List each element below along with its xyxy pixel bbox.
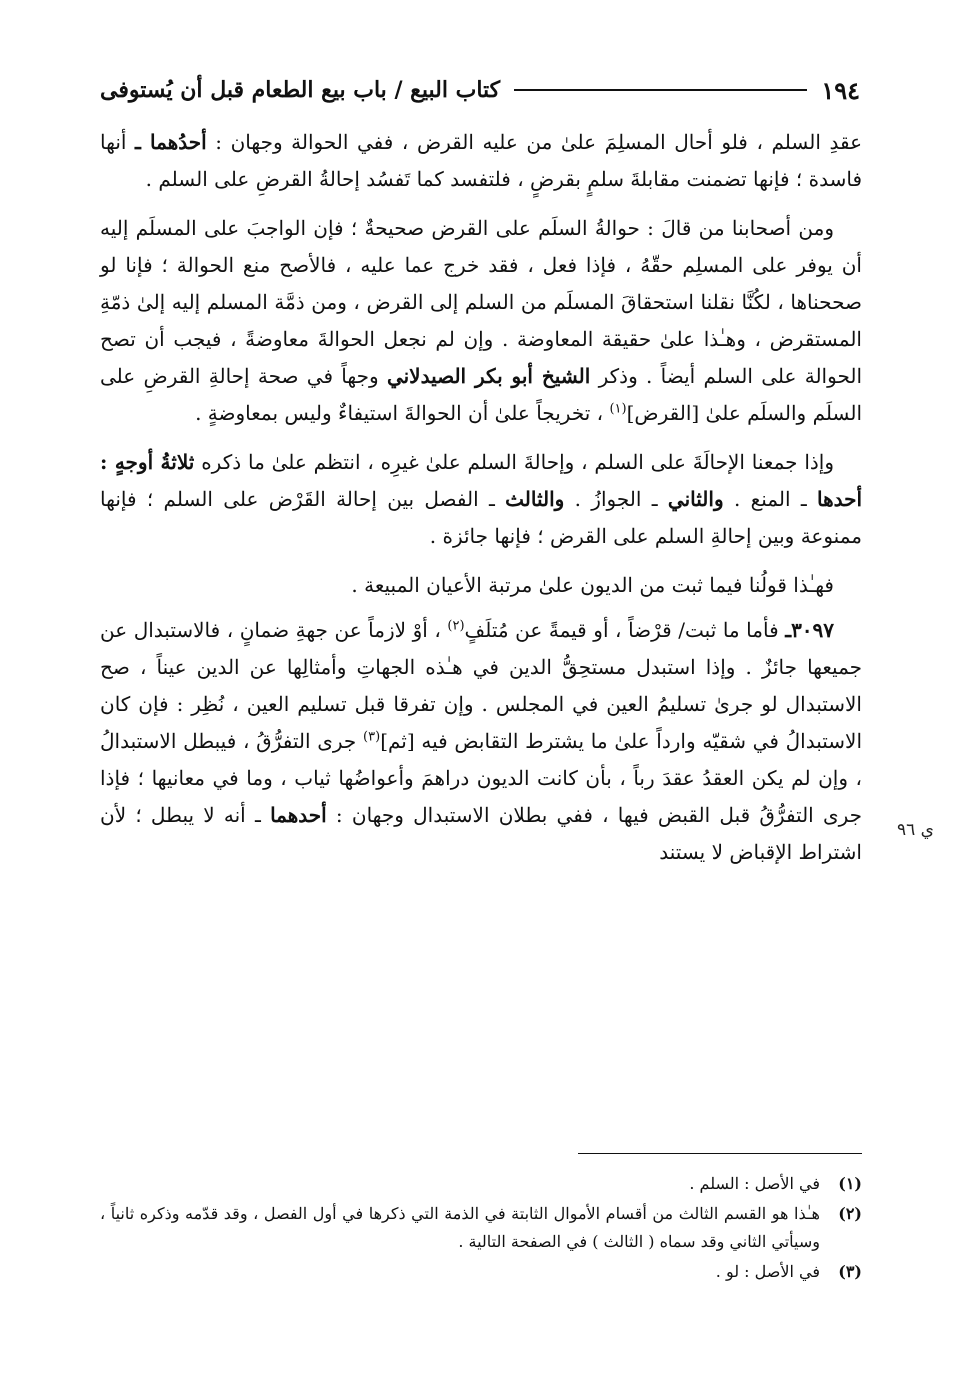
paragraph-5-text-d: ـ أنه لا يبطل ؛ لأن اشتراط الإقباض لا يستند	[100, 803, 862, 864]
paragraph-4	[100, 567, 862, 604]
footnote-text: في الأصل : السلم .	[689, 1174, 820, 1193]
paragraph-5-text-b: ، أوْ لازماً عن جهةِ ضمانٍ ، فالاستبدال عن جميعها جائزٌ . وإذا استبدل مستحِقُّ الدين في هـٰذه الجهاتِ وأمثالِها عن الدين عيناً ، صح الاستبدال لو جرىٰ تسليمُ العين في المجلس . وإن تفرقا قبل تسليم العين ، نُظِر : فإن كان الاستبدالُ في شقيّه وارداً علىٰ ما يشترط التقابض فيه [ثم]	[100, 618, 863, 753]
paragraph-2	[100, 210, 862, 432]
margin-manuscript-reference: ي ٩٦	[897, 820, 934, 840]
main-text	[100, 124, 862, 883]
paragraph-3-text-b: ـ المنع .	[733, 487, 807, 511]
header-rule	[514, 89, 807, 91]
paragraph-5	[100, 612, 862, 871]
footnote-number: (٣)	[838, 1262, 862, 1281]
footnote-number: (٢)	[838, 1204, 862, 1223]
footnote-item	[100, 1170, 862, 1198]
paragraph-5-text-c: جرى التفرُّقُ ، فيبطل الاستبدالُ ، وإن لم يكن العقدُ عقدَ رباً ، بأن كانت الديون دراهمَ وأعواضُها ثياب ، وما في معانيها ؛ فإذا جرى التفرُّقُ قبل القبض فيها ، ففي بطلان الاستبدال وجهان :	[100, 729, 863, 827]
section-number: ٣٠٩٧ـ	[785, 618, 835, 642]
paragraph-2-scholar-name: الشيخ أبو بكر الصيدلاني	[386, 364, 591, 388]
page-header	[100, 70, 860, 110]
paragraph-2-text-a: ومن أصحابنا من قالَ : حوالةُ السلَم على القرض صحيحةٌ ؛ فإن الواجبَ على المسلَم إليه أن يوفر على المسلِم حقّهُ ، فإذا فعل ، فقد خرج عما عليه ، فالأصح منع الحوالة ؛ فإنا لو صححناها ، لكُنَّا نقلنا استحقاقَ المسلَم من السلم إلى القرض ، ومن ذمَّة المسلم إليه إلىٰ ذمّةِ المستقرض ، وهـٰذا علىٰ حقيقة المعاوضة . وإن لم نجعل الحوالةَ معاوضةً ، فيجب أن تصح الحوالة على السلم أيضاً . وذكر	[100, 216, 863, 388]
paragraph-2-text-b: وجهاً في صحة إحالةِ القرضِ على السلَم والسلَم علىٰ [القرض]	[100, 364, 862, 425]
paragraph-1-text-b: أنها فاسدة ؛ فإنها تضمنت مقابلةَ سلمٍ بقرضٍ ، فلتفسد كما تَفسُد إحالةُ القرضِ على السلم .	[100, 130, 862, 191]
paragraph-3-text-a: وإذا جمعنا الإحالَةَ على السلم ، وإحالةَ السلم علىٰ غيرِه ، انتظم علىٰ ما ذكره	[201, 450, 835, 474]
paragraph-1-text-a: عقدِ السلم ، فلو أحال المسلِمَ علىٰ من عليه القرض ، ففي الحوالة وجهان :	[215, 130, 863, 154]
footnote-item	[100, 1258, 862, 1286]
footnote-ref-3: (٣)	[363, 729, 381, 745]
footnote-ref-1: (١)	[609, 401, 627, 417]
paragraph-3-keyword-third: والثالث	[505, 487, 565, 511]
paragraph-3-text-c: ـ الجوازُ .	[574, 487, 658, 511]
footnote-ref-2: (٢)	[447, 618, 465, 634]
paragraph-5-text-a: فأما ما ثبت/ قرْضاً ، أو قيمةً عن مُتلَفٍ	[464, 618, 779, 642]
footnote-text: في الأصل : لو .	[715, 1262, 820, 1281]
paragraph-3-keyword-first: ثلاثةُ أوجهٍ : أحدها	[100, 450, 863, 511]
paragraph-3	[100, 444, 862, 555]
footnote-item	[100, 1200, 862, 1256]
paragraph-1-keyword: أحدُهما ـ	[135, 130, 207, 154]
footnote-separator	[578, 1153, 862, 1154]
paragraph-2-text-c: ، تخريجاً علىٰ أن الحوالةَ استيفاءٌ وليس بمعاوضةٍ .	[195, 401, 604, 425]
paragraph-5-keyword: أحدهما	[270, 803, 327, 827]
running-title: كتاب البيع / باب بيع الطعام قبل أن يُستوفى	[100, 77, 501, 103]
paragraph-4-text: فهـٰذا قولُنا فيما ثبت من الديون علىٰ مرتبة الأعيان المبيعة .	[351, 573, 834, 597]
footnote-text: هـٰذا هو القسم الثالث من أقسام الأموال الثابتة في الذمة التي ذكرها في أول الفصل ، وقد قدّمه وذكره ثانياً ، وسيأتي الثاني وقد سماه ( الثالث ) في الصفحة التالية .	[100, 1204, 820, 1251]
paragraph-3-text-d: ـ الفصل بين إحالة القَرْض على السلم ؛ فإنها ممنوعة وبين إحالةِ السلم على القرض ؛ فإنها جائزة .	[100, 487, 862, 548]
paragraph-1	[100, 124, 862, 198]
footnote-number: (١)	[838, 1174, 862, 1193]
paragraph-3-keyword-second: والثاني	[667, 487, 724, 511]
footnotes	[100, 1170, 862, 1288]
page-number: ١٩٤	[821, 75, 860, 105]
